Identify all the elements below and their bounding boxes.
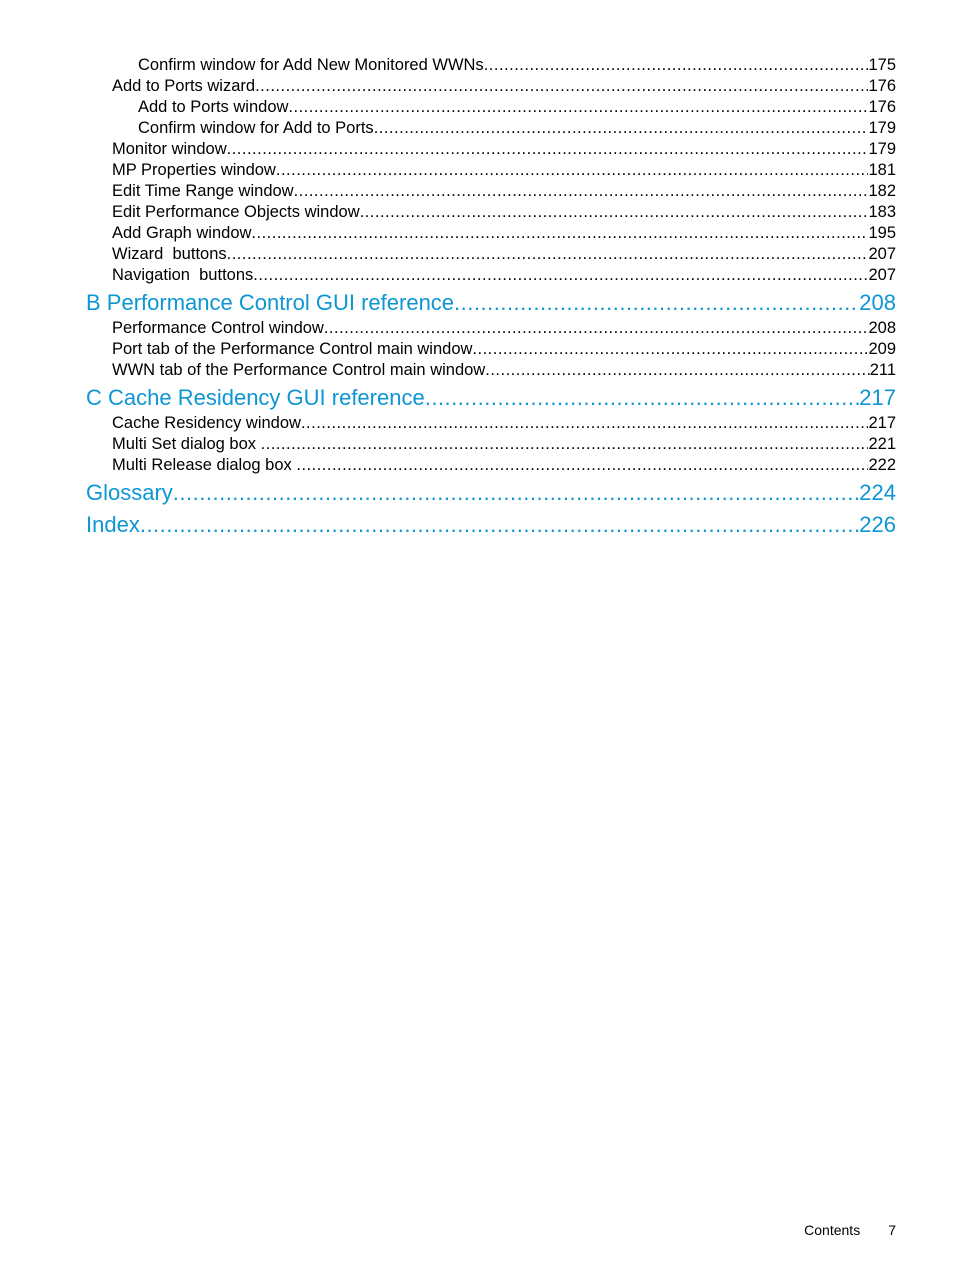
- toc-page-number: 176: [868, 77, 896, 95]
- toc-dot-leader: [374, 118, 869, 139]
- toc-entry-link[interactable]: [86, 339, 896, 360]
- toc-page-number: 217: [859, 385, 896, 410]
- toc-entry-link[interactable]: [86, 118, 896, 139]
- toc-page-number: 208: [859, 290, 896, 315]
- toc-dot-leader: [140, 510, 859, 540]
- toc-page-number: 211: [869, 361, 896, 379]
- table-of-contents: [86, 55, 896, 540]
- toc-entry-link[interactable]: [86, 181, 896, 202]
- toc-page-number: 207: [868, 245, 896, 263]
- toc-entry-link[interactable]: [86, 455, 896, 476]
- toc-dot-leader: [324, 318, 869, 339]
- toc-entry-link[interactable]: [86, 202, 896, 223]
- toc-page-number: 175: [868, 56, 896, 74]
- toc-page-number: 179: [868, 119, 896, 137]
- page-footer: [804, 1222, 896, 1238]
- toc-dot-leader: [173, 478, 859, 508]
- toc-entry-title: Wizard buttons: [112, 245, 227, 263]
- footer-section-label: Contents: [804, 1222, 861, 1238]
- footer-page-number: 7: [888, 1222, 896, 1238]
- toc-entry-title: Add Graph window: [112, 224, 252, 242]
- toc-chapter-link[interactable]: [86, 288, 896, 318]
- toc-dot-leader: [251, 223, 868, 244]
- toc-entry-link[interactable]: [86, 265, 896, 286]
- toc-dot-leader: [296, 455, 868, 476]
- toc-entry-link[interactable]: [86, 360, 896, 381]
- toc-entry-title: Multi Release dialog box: [112, 456, 297, 474]
- toc-entry-title: Glossary: [86, 480, 173, 505]
- toc-entry-link[interactable]: [86, 160, 896, 181]
- toc-entry-link[interactable]: [86, 413, 896, 434]
- toc-dot-leader: [485, 360, 869, 381]
- toc-entry-title: Performance Control window: [112, 319, 324, 337]
- toc-page-number: 222: [868, 456, 896, 474]
- toc-dot-leader: [276, 160, 869, 181]
- toc-entry-link[interactable]: [86, 318, 896, 339]
- toc-entry-title: Add to Ports window: [138, 98, 289, 116]
- toc-dot-leader: [255, 76, 868, 97]
- toc-dot-leader: [288, 97, 868, 118]
- toc-entry-title: Edit Performance Objects window: [112, 203, 360, 221]
- toc-dot-leader: [301, 413, 869, 434]
- toc-page-number: 179: [868, 140, 896, 158]
- toc-page-number: 181: [868, 161, 896, 179]
- toc-entry-link[interactable]: [86, 139, 896, 160]
- toc-page-number: 176: [868, 98, 896, 116]
- toc-entry-title: C Cache Residency GUI reference: [86, 385, 425, 410]
- toc-entry-title: B Performance Control GUI reference: [86, 290, 455, 315]
- toc-chapter-link[interactable]: [86, 383, 896, 413]
- toc-chapter-link[interactable]: [86, 510, 896, 540]
- toc-entry-title: Add to Ports wizard: [112, 77, 256, 95]
- toc-dot-leader: [360, 202, 869, 223]
- toc-page-number: 224: [859, 480, 896, 505]
- toc-dot-leader: [454, 288, 859, 318]
- toc-entry-title: Monitor window: [112, 140, 227, 158]
- toc-entry-title: Index: [86, 512, 140, 537]
- toc-page-number: 195: [868, 224, 896, 242]
- toc-entry-link[interactable]: [86, 244, 896, 265]
- toc-entry-title: Cache Residency window: [112, 414, 301, 432]
- toc-page-number: 182: [868, 182, 896, 200]
- toc-page-number: 209: [868, 340, 896, 358]
- toc-entry-title: Confirm window for Add New Monitored WWNs: [138, 56, 484, 74]
- toc-page-number: 226: [859, 512, 896, 537]
- toc-dot-leader: [227, 244, 869, 265]
- toc-dot-leader: [294, 181, 869, 202]
- toc-dot-leader: [425, 383, 860, 413]
- toc-dot-leader: [253, 265, 868, 286]
- toc-entry-link[interactable]: [86, 76, 896, 97]
- toc-dot-leader: [484, 55, 869, 76]
- toc-dot-leader: [472, 339, 868, 360]
- toc-entry-link[interactable]: [86, 434, 896, 455]
- toc-entry-title: Navigation buttons: [112, 266, 254, 284]
- toc-entry-title: Edit Time Range window: [112, 182, 294, 200]
- toc-entry-title: MP Properties window: [112, 161, 276, 179]
- toc-entry-title: Confirm window for Add to Ports: [138, 119, 374, 137]
- toc-page-number: 207: [868, 266, 896, 284]
- toc-page-number: 221: [868, 435, 896, 453]
- toc-entry-title: Multi Set dialog box: [112, 435, 261, 453]
- toc-page-number: 183: [868, 203, 896, 221]
- toc-page-number: 217: [868, 414, 896, 432]
- toc-dot-leader: [227, 139, 869, 160]
- toc-dot-leader: [261, 434, 869, 455]
- toc-page-number: 208: [868, 319, 896, 337]
- toc-entry-title: WWN tab of the Performance Control main window: [112, 361, 486, 379]
- toc-entry-title: Port tab of the Performance Control main window: [112, 340, 473, 358]
- toc-entry-link[interactable]: [86, 55, 896, 76]
- toc-entry-link[interactable]: [86, 223, 896, 244]
- toc-entry-link[interactable]: [86, 97, 896, 118]
- toc-chapter-link[interactable]: [86, 478, 896, 508]
